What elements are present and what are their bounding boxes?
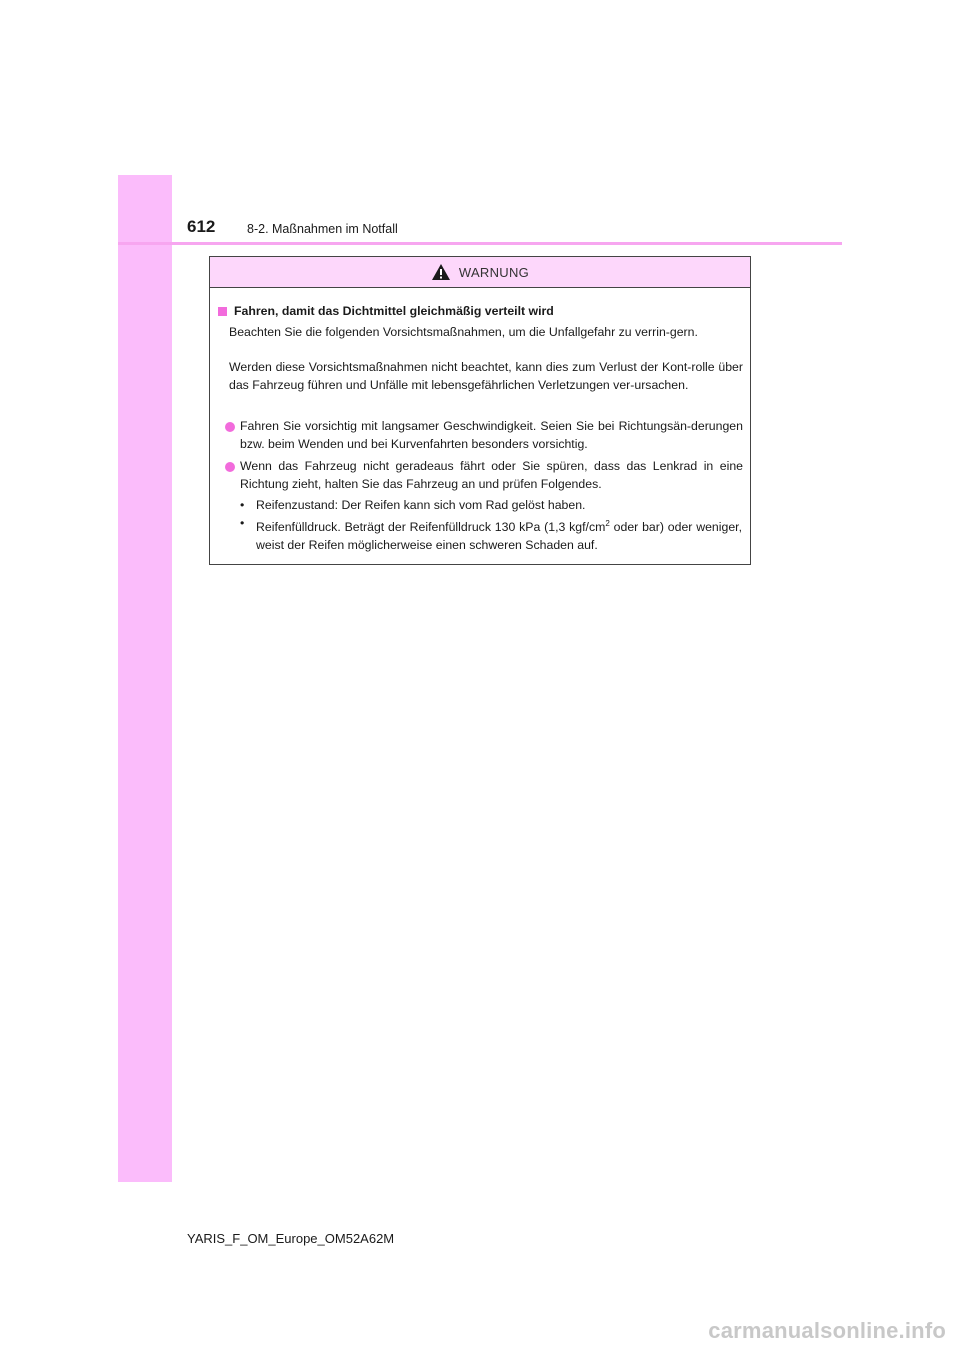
header-rule bbox=[118, 242, 842, 245]
circle-bullet-icon bbox=[225, 462, 235, 472]
page-number: 612 bbox=[187, 217, 216, 236]
circle-bullet-icon bbox=[225, 422, 235, 432]
square-bullet-icon bbox=[218, 307, 227, 316]
warning-paragraph-1: Beachten Sie die folgenden Vorsichtsmaßnahmen, um die Unfallgefahr zu verrin-gern. bbox=[229, 325, 698, 339]
warning-heading bbox=[218, 304, 554, 318]
warning-triangle-icon bbox=[431, 263, 451, 281]
document-code: YARIS_F_OM_Europe_OM52A62M bbox=[187, 1231, 395, 1246]
watermark: carmanualsonline.info bbox=[708, 1318, 946, 1343]
warning-header bbox=[210, 257, 750, 288]
warning-box bbox=[209, 256, 751, 565]
list-item: Wenn das Fahrzeug nicht geradeaus fährt oder Sie spüren, dass das Lenkrad in eine Richtung zieht, halten Sie das Fahrzeug an und prüfen Folgendes. bbox=[225, 458, 743, 493]
list-item: Fahren Sie vorsichtig mit langsamer Geschwindigkeit. Seien Sie bei Richtungsän-derungen bzw. beim Wenden und bei Kurvenfahrten besonders vorsichtig. bbox=[225, 418, 743, 453]
warning-paragraph-2: Werden diese Vorsichtsmaßnahmen nicht beachtet, kann dies zum Verlust der Kont-rolle über das Fahrzeug führen und Unfälle mit lebensgefährlichen Verletzungen ver-ursachen. bbox=[229, 360, 743, 392]
side-margin-bar bbox=[118, 175, 172, 1182]
sub-list-item: • Reifenzustand: Der Reifen kann sich vom Rad gelöst haben. bbox=[240, 498, 586, 512]
warning-heading-text: Fahren, damit das Dichtmittel gleichmäßig verteilt wird bbox=[234, 304, 554, 318]
sub-list-item: • Reifenfülldruck. Beträgt der Reifenfülldruck 130 kPa (1,3 kgf/$cm^2$ oder bar) oder weniger, weist der Reifen möglicherweise einen schweren Schaden auf. bbox=[240, 516, 743, 552]
warning-title: WARNUNG bbox=[458, 264, 530, 280]
section-title: 8-2. Maßnahmen im Notfall bbox=[247, 222, 398, 236]
